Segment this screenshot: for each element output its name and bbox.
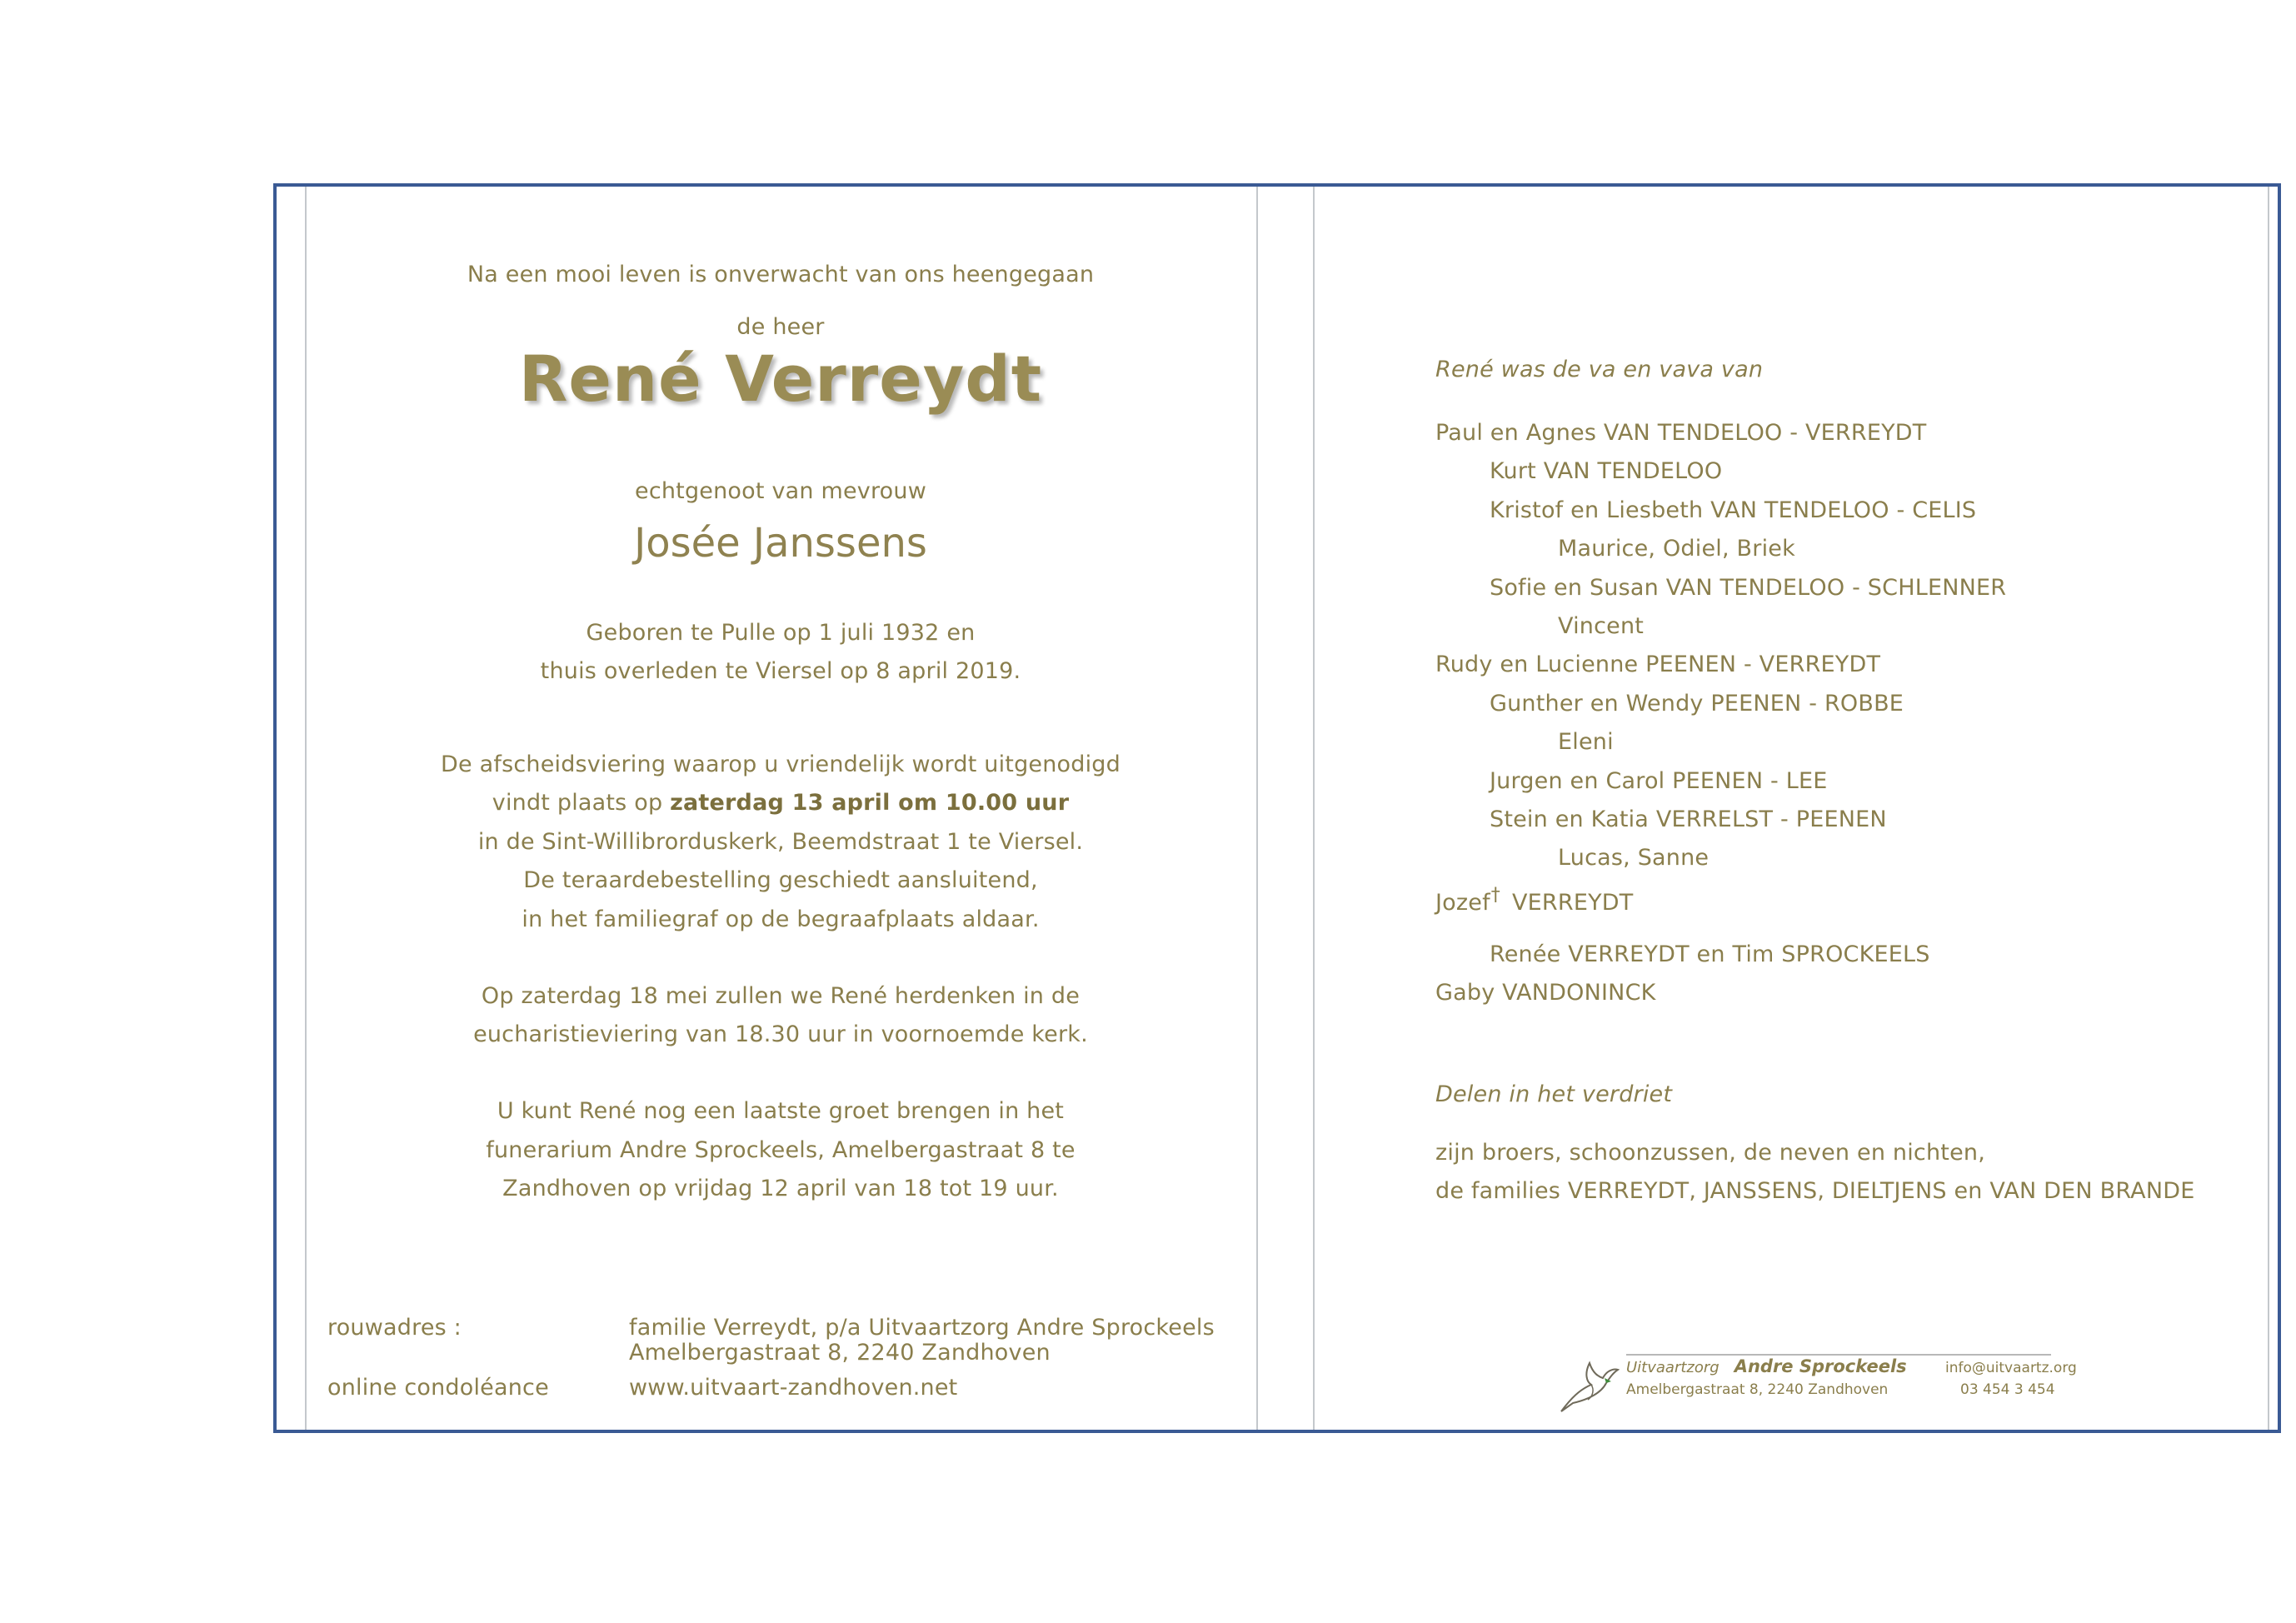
memorial-line-1: Op zaterdag 18 mei zullen we René herdenken in de xyxy=(481,983,1081,1009)
family-member: Maurice, Odiel, Briek xyxy=(1558,536,1795,562)
family-member: Kurt VAN TENDELOO xyxy=(1490,458,1723,484)
ceremony-line-2 xyxy=(308,790,1253,816)
dove-icon xyxy=(1555,1348,1621,1415)
visit-line-3: Zandhoven op vrijdag 12 april van 18 tot 19 uur. xyxy=(502,1176,1059,1201)
title-prefix: de heer xyxy=(736,314,825,340)
birth-line: Geboren te Pulle op 1 juli 1932 en xyxy=(586,620,976,646)
family-member: Lucas, Sanne xyxy=(1558,845,1710,871)
spouse-intro: echtgenoot van mevrouw xyxy=(635,478,926,504)
family-gaby: Gaby VANDONINCK xyxy=(1435,980,1656,1006)
deceased-name: René Verreydt xyxy=(518,342,1043,416)
logo-divider xyxy=(1626,1354,2051,1356)
grief-line-2: de families VERREYDT, JANSSENS, DIELTJENS en VAN DEN BRANDE xyxy=(1435,1178,2195,1204)
family-renee: Renée VERREYDT en Tim SPROCKEELS xyxy=(1490,941,1930,967)
logo-prefix: Uitvaartzorg xyxy=(1626,1359,1720,1376)
logo-address: Amelbergastraat 8, 2240 Zandhoven xyxy=(1626,1381,1889,1398)
visit-line-1: U kunt René nog een laatste groet brengen in het xyxy=(497,1098,1065,1124)
family-member: Kristof en Liesbeth VAN TENDELOO - CELIS xyxy=(1490,497,1977,523)
visit-line-2: funerarium Andre Sprockeels, Amelbergastraat 8 te xyxy=(486,1137,1076,1163)
online-condolence-label: online condoléance xyxy=(327,1375,549,1401)
ceremony-line-1: De afscheidsviering waarop u vriendelijk wordt uitgenodigd xyxy=(441,752,1121,777)
address-line-2: Amelbergastraat 8, 2240 Zandhoven xyxy=(629,1340,1051,1366)
ceremony-line-4: De teraardebestelling geschiedt aansluitend, xyxy=(523,867,1038,893)
fold-line-left xyxy=(1256,187,1258,1430)
family-member: Gunther en Wendy PEENEN - ROBBE xyxy=(1490,691,1904,717)
death-line: thuis overleden te Viersel op 8 april 2019. xyxy=(540,658,1021,684)
family-member: Vincent xyxy=(1558,613,1645,639)
family-member: Jurgen en Carol PEENEN - LEE xyxy=(1490,768,1828,794)
ceremony-datetime: zaterdag 13 april om 10.00 uur xyxy=(670,790,1070,816)
logo-title xyxy=(1626,1356,1907,1376)
spouse-name: Josée Janssens xyxy=(634,520,927,567)
jozef-last: VERREYDT xyxy=(1511,890,1634,916)
ceremony-line-5: in het familiegraf op de begraafplaats aldaar. xyxy=(522,906,1040,932)
family-member: Sofie en Susan VAN TENDELOO - SCHLENNER xyxy=(1490,575,2007,601)
jozef-first: Jozef xyxy=(1435,890,1490,916)
memorial-line-2: eucharistieviering van 18.30 uur in voornoemde kerk. xyxy=(473,1021,1088,1047)
logo-name: Andre Sprockeels xyxy=(1734,1356,1907,1376)
family-member: Paul en Agnes VAN TENDELOO - VERREYDT xyxy=(1435,420,1927,446)
online-condolence-link[interactable]: www.uitvaart-zandhoven.net xyxy=(629,1375,958,1401)
cross-icon: † xyxy=(1490,885,1500,906)
family-heading: René was de va en vava van xyxy=(1435,357,1764,382)
right-margin-line xyxy=(2268,187,2269,1430)
family-member: Eleni xyxy=(1558,729,1614,755)
family-member: Stein en Katia VERRELST - PEENEN xyxy=(1490,807,1887,832)
logo-phone: 03 454 3 454 xyxy=(1960,1381,2055,1398)
grief-heading: Delen in het verdriet xyxy=(1435,1081,1673,1107)
address-label: rouwadres : xyxy=(327,1315,462,1341)
ceremony-line-3: in de Sint-Willibrorduskerk, Beemdstraat 1 te Viersel. xyxy=(477,829,1084,855)
logo-email: info@uitvaartz.org xyxy=(1945,1360,2077,1376)
grief-line-1: zijn broers, schoonzussen, de neven en nichten, xyxy=(1435,1140,1985,1166)
family-jozef xyxy=(1435,885,1634,916)
left-margin-line xyxy=(305,187,307,1430)
fold-line-right xyxy=(1313,187,1315,1430)
address-line-1: familie Verreydt, p/a Uitvaartzorg Andre Sprockeels xyxy=(629,1315,1215,1341)
family-member: Rudy en Lucienne PEENEN - VERREYDT xyxy=(1435,652,1881,677)
intro-text: Na een mooi leven is onverwacht van ons heengegaan xyxy=(467,262,1095,287)
ceremony-line-2-pre: vindt plaats op xyxy=(492,790,671,816)
